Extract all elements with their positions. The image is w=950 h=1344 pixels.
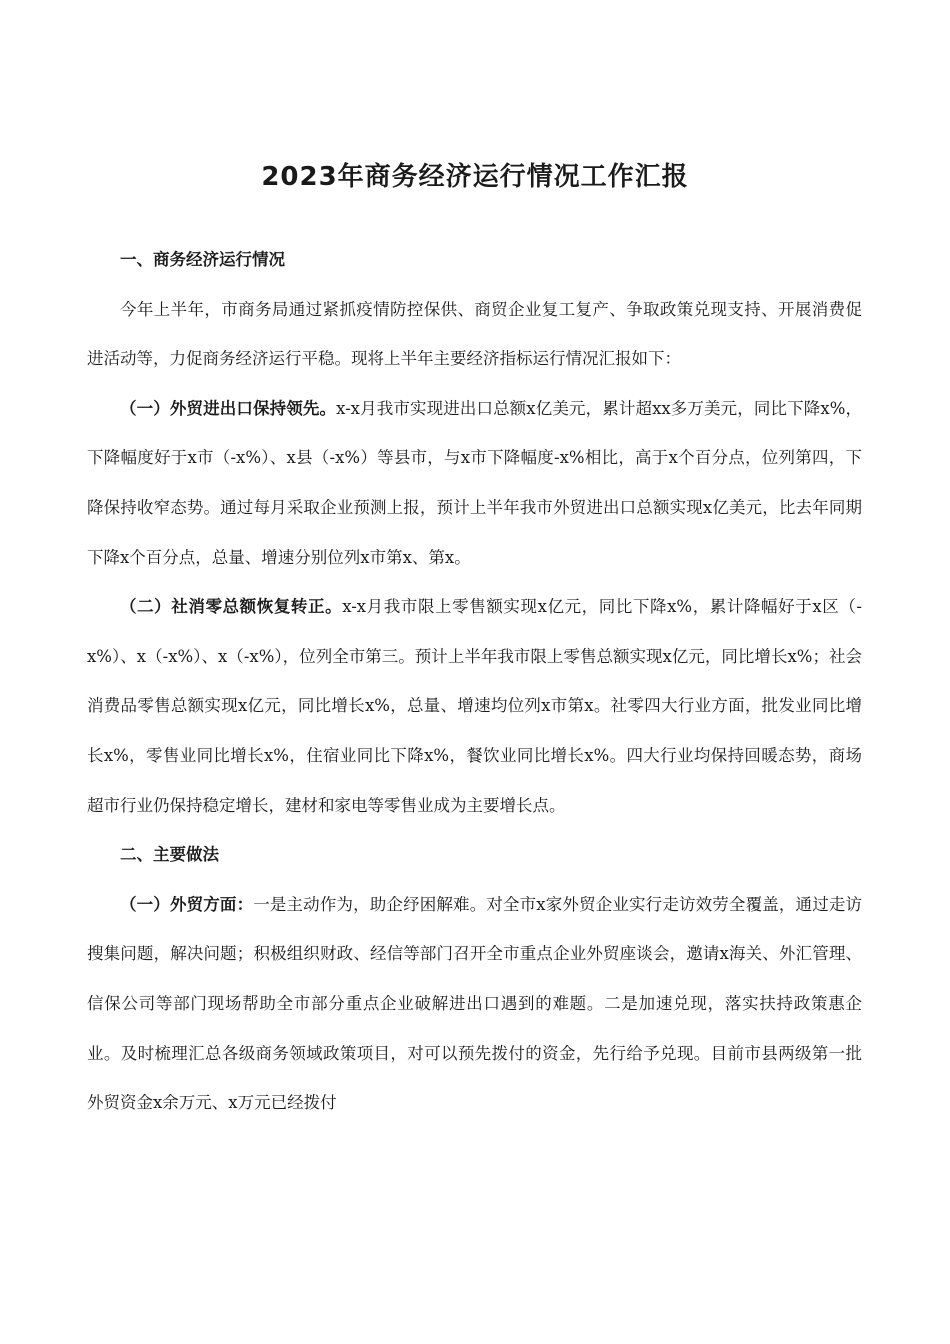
paragraph-text: x-x月我市限上零售额实现x亿元，同比下降x%，累计降幅好于x区（-x%）、x（-x%）、x（-x%），位列全市第三。预计上半年我市限上零售总额实现x亿元，同比增长x%；社会消费品零售总额实现x亿元，同比增长x%，总量、增速均位列x市第x。社零四大行业方面，批发业同比增长x%，零售业同比增长x%，住宿业同比下降x%，餐饮业同比增长x%。四大行业均保持回暖态势，商场超市行业仍保持稳定增长，建材和家电等零售业成为主要增长点。 bbox=[87, 597, 862, 815]
intro-paragraph: 今年上半年，市商务局通过紧抓疫情防控保供、商贸企业复工复产、争取政策兑现支持、开展消费促进活动等，力促商务经济运行平稳。现将上半年主要经济指标运行情况汇报如下： bbox=[87, 299, 862, 369]
document-body bbox=[87, 235, 862, 1128]
paragraph-retail-sales bbox=[87, 582, 862, 830]
paragraph-trade-measures bbox=[87, 880, 862, 1128]
paragraph-foreign-trade bbox=[87, 384, 862, 582]
paragraph-lead: （一）外贸方面： bbox=[120, 894, 254, 914]
section-heading-1: 一、商务经济运行情况 bbox=[120, 250, 285, 269]
paragraph-lead: （二）社消零总额恢复转正。 bbox=[120, 597, 343, 617]
paragraph-text: x-x月我市实现进出口总额x亿美元，累计超xx多万美元，同比下降x%，下降幅度好于x市（-x%）、x县（-x%）等县市，与x市下降幅度-x%相比，高于x个百分点，位列第四，下降保持收窄态势。通过每月采取企业预测上报，预计上半年我市外贸进出口总额实现x亿美元，比去年同期下降x个百分点，总量、增速分别位列x市第x、第x。 bbox=[87, 398, 863, 567]
section-heading-2: 二、主要做法 bbox=[120, 845, 219, 865]
page-title: 2023年商务经济运行情况工作汇报 bbox=[261, 162, 689, 192]
paragraph-lead: （一）外贸进出口保持领先。 bbox=[120, 398, 337, 418]
paragraph-text: 一是主动作为，助企纾困解难。对全市x家外贸企业实行走访效劳全覆盖，通过走访搜集问题，解决问题；积极组织财政、经信等部门召开全市重点企业外贸座谈会，邀请x海关、外汇管理、信保公司等部门现场帮助全市部分重点企业破解进出口遇到的难题。二是加速兑现，落实扶持政策惠企业。及时梳理汇总各级商务领域政策项目，对可以预先拨付的资金，先行给予兑现。目前市县两级第一批外贸资金x余万元、x万元已经拨付 bbox=[87, 894, 862, 1113]
